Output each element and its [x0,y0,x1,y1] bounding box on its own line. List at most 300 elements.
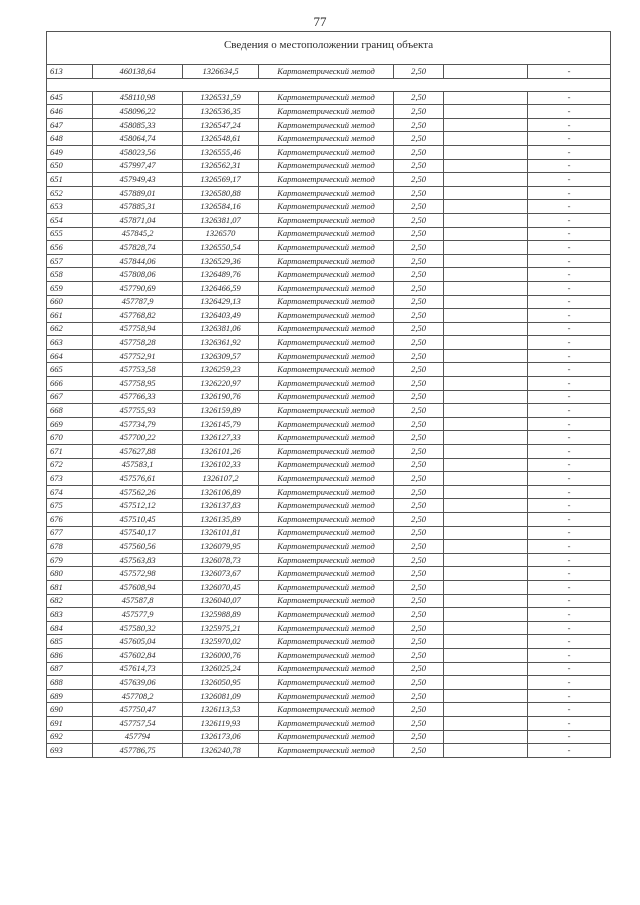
cell-note: - [528,730,611,744]
cell-accuracy: 2,50 [394,526,444,540]
cell-method: Картометрический метод [259,417,394,431]
cell-method: Картометрический метод [259,716,394,730]
cell-description [444,363,528,377]
cell-note: - [528,186,611,200]
cell-description [444,540,528,554]
cell-method: Картометрический метод [259,186,394,200]
cell-accuracy: 2,50 [394,499,444,513]
table-row [47,91,611,105]
cell-x: 457758,95 [93,377,183,391]
cell-x: 457734,79 [93,417,183,431]
table-row [47,458,611,472]
cell-y: 1326381,07 [183,213,259,227]
cell-y: 1326159,89 [183,404,259,418]
table-row [47,594,611,608]
cell-description [444,472,528,486]
cell-accuracy: 2,50 [394,580,444,594]
cell-description [444,485,528,499]
table-row [47,676,611,690]
cell-y: 1326634,5 [183,65,259,79]
cell-y: 1326548,61 [183,132,259,146]
cell-accuracy: 2,50 [394,295,444,309]
cell-point-number: 690 [47,703,93,717]
cell-accuracy: 2,50 [394,145,444,159]
cell-method: Картометрический метод [259,513,394,527]
cell-y: 1326259,23 [183,363,259,377]
table-title: Сведения о местоположении границ объекта [47,32,611,65]
cell-description [444,91,528,105]
cell-y: 1326173,06 [183,730,259,744]
cell-y: 1326584,16 [183,200,259,214]
cell-x: 457583,1 [93,458,183,472]
cell-x: 457700,22 [93,431,183,445]
cell-point-number: 654 [47,213,93,227]
cell-y: 1326135,89 [183,513,259,527]
cell-accuracy: 2,50 [394,553,444,567]
table-title-row [47,32,611,65]
cell-y: 1326580,88 [183,186,259,200]
cell-point-number: 653 [47,200,93,214]
cell-note: - [528,703,611,717]
cell-description [444,145,528,159]
cell-accuracy: 2,50 [394,322,444,336]
cell-method: Картометрический метод [259,567,394,581]
cell-description [444,349,528,363]
table-gap-row [47,78,611,91]
cell-x: 458023,56 [93,145,183,159]
cell-accuracy: 2,50 [394,417,444,431]
cell-accuracy: 2,50 [394,635,444,649]
cell-note: - [528,322,611,336]
cell-point-number: 656 [47,241,93,255]
cell-x: 457757,54 [93,716,183,730]
cell-description [444,281,528,295]
cell-method: Картометрический метод [259,241,394,255]
table-row [47,703,611,717]
cell-y: 1326102,33 [183,458,259,472]
cell-note: - [528,689,611,703]
cell-note: - [528,458,611,472]
cell-accuracy: 2,50 [394,621,444,635]
cell-method: Картометрический метод [259,744,394,758]
cell-y: 1326531,59 [183,91,259,105]
cell-y: 1326040,07 [183,594,259,608]
table-row [47,268,611,282]
cell-x: 457755,93 [93,404,183,418]
cell-note: - [528,390,611,404]
cell-note: - [528,594,611,608]
cell-description [444,499,528,513]
cell-description [444,608,528,622]
table-row [47,662,611,676]
cell-description [444,105,528,119]
cell-description [444,594,528,608]
cell-description [444,200,528,214]
cell-point-number: 655 [47,227,93,241]
cell-note: - [528,241,611,255]
cell-y: 1326562,31 [183,159,259,173]
table-row [47,513,611,527]
table-row [47,608,611,622]
cell-point-number: 666 [47,377,93,391]
cell-note: - [528,254,611,268]
cell-x: 457576,61 [93,472,183,486]
cell-y: 1326070,45 [183,580,259,594]
cell-y: 1326529,36 [183,254,259,268]
cell-method: Картометрический метод [259,662,394,676]
cell-method: Картометрический метод [259,594,394,608]
cell-note: - [528,417,611,431]
cell-method: Картометрический метод [259,91,394,105]
cell-x: 457512,12 [93,499,183,513]
cell-point-number: 679 [47,553,93,567]
cell-accuracy: 2,50 [394,404,444,418]
cell-y: 1326119,93 [183,716,259,730]
cell-y: 1326429,13 [183,295,259,309]
cell-method: Картометрический метод [259,322,394,336]
cell-point-number: 647 [47,118,93,132]
table-row [47,200,611,214]
cell-method: Картометрический метод [259,173,394,187]
cell-note: - [528,91,611,105]
cell-description [444,526,528,540]
cell-method: Картометрический метод [259,281,394,295]
cell-point-number: 670 [47,431,93,445]
cell-y: 1326489,76 [183,268,259,282]
cell-y: 1326137,83 [183,499,259,513]
cell-accuracy: 2,50 [394,744,444,758]
table-row [47,65,611,79]
cell-accuracy: 2,50 [394,118,444,132]
cell-point-number: 689 [47,689,93,703]
table-row [47,540,611,554]
cell-description [444,268,528,282]
cell-y: 1326101,81 [183,526,259,540]
cell-method: Картометрический метод [259,404,394,418]
cell-y: 1326555,46 [183,145,259,159]
cell-description [444,689,528,703]
cell-point-number: 687 [47,662,93,676]
cell-x: 457572,98 [93,567,183,581]
cell-accuracy: 2,50 [394,431,444,445]
cell-y: 1326127,33 [183,431,259,445]
table-row [47,132,611,146]
cell-x: 458110,98 [93,91,183,105]
cell-note: - [528,676,611,690]
cell-method: Картометрический метод [259,118,394,132]
cell-point-number: 685 [47,635,93,649]
cell-description [444,676,528,690]
table-row [47,404,611,418]
page-number: 77 [313,14,327,29]
cell-x: 458064,74 [93,132,183,146]
cell-method: Картометрический метод [259,472,394,486]
cell-note: - [528,526,611,540]
cell-method: Картометрический метод [259,336,394,350]
cell-y: 1326220,97 [183,377,259,391]
cell-point-number: 686 [47,648,93,662]
cell-note: - [528,485,611,499]
cell-note: - [528,105,611,119]
table-row [47,417,611,431]
cell-y: 1326569,17 [183,173,259,187]
cell-point-number: 677 [47,526,93,540]
cell-point-number: 661 [47,309,93,323]
cell-description [444,295,528,309]
cell-y: 1326025,24 [183,662,259,676]
cell-method: Картометрический метод [259,227,394,241]
cell-point-number: 676 [47,513,93,527]
cell-point-number: 682 [47,594,93,608]
cell-accuracy: 2,50 [394,159,444,173]
cell-description [444,132,528,146]
cell-description [444,186,528,200]
cell-point-number: 691 [47,716,93,730]
table-row [47,648,611,662]
cell-note: - [528,404,611,418]
cell-note: - [528,200,611,214]
table-row [47,363,611,377]
cell-y: 1326550,54 [183,241,259,255]
cell-x: 457794 [93,730,183,744]
table-row [47,744,611,758]
cell-x: 457608,94 [93,580,183,594]
cell-accuracy: 2,50 [394,105,444,119]
cell-note: - [528,132,611,146]
table-row [47,213,611,227]
cell-point-number: 674 [47,485,93,499]
cell-y: 1326113,53 [183,703,259,717]
cell-x: 457708,2 [93,689,183,703]
table-row [47,309,611,323]
cell-description [444,65,528,79]
cell-accuracy: 2,50 [394,377,444,391]
cell-note: - [528,295,611,309]
cell-note: - [528,145,611,159]
cell-x: 457587,8 [93,594,183,608]
cell-point-number: 668 [47,404,93,418]
cell-accuracy: 2,50 [394,241,444,255]
cell-note: - [528,268,611,282]
table-row [47,241,611,255]
table-row [47,485,611,499]
cell-y: 1326079,95 [183,540,259,554]
cell-y: 1326403,49 [183,309,259,323]
table-row [47,621,611,635]
cell-accuracy: 2,50 [394,281,444,295]
cell-x: 457605,04 [93,635,183,649]
cell-note: - [528,716,611,730]
cell-description [444,567,528,581]
cell-accuracy: 2,50 [394,716,444,730]
cell-description [444,621,528,635]
cell-y: 1326081,09 [183,689,259,703]
cell-point-number: 664 [47,349,93,363]
cell-method: Картометрический метод [259,377,394,391]
cell-point-number: 646 [47,105,93,119]
cell-method: Картометрический метод [259,553,394,567]
cell-x: 460138,64 [93,65,183,79]
cell-point-number: 663 [47,336,93,350]
cell-description [444,648,528,662]
cell-method: Картометрический метод [259,349,394,363]
cell-note: - [528,662,611,676]
table-row [47,336,611,350]
cell-method: Картометрический метод [259,390,394,404]
cell-x: 457790,69 [93,281,183,295]
cell-accuracy: 2,50 [394,268,444,282]
table-row [47,145,611,159]
cell-x: 457808,06 [93,268,183,282]
cell-note: - [528,445,611,459]
cell-note: - [528,431,611,445]
cell-accuracy: 2,50 [394,594,444,608]
cell-y: 1326101,26 [183,445,259,459]
cell-point-number: 648 [47,132,93,146]
cell-description [444,173,528,187]
cell-x: 457871,04 [93,213,183,227]
cell-method: Картометрический метод [259,676,394,690]
cell-method: Картометрический метод [259,200,394,214]
cell-y: 1326536,35 [183,105,259,119]
table-row [47,254,611,268]
cell-x: 458085,33 [93,118,183,132]
cell-point-number: 658 [47,268,93,282]
cell-y: 1326000,76 [183,648,259,662]
cell-accuracy: 2,50 [394,65,444,79]
cell-note: - [528,281,611,295]
cell-y: 1326106,89 [183,485,259,499]
cell-x: 457562,26 [93,485,183,499]
cell-method: Картометрический метод [259,540,394,554]
cell-x: 457787,9 [93,295,183,309]
table-row [47,281,611,295]
cell-method: Картометрический метод [259,499,394,513]
cell-point-number: 681 [47,580,93,594]
cell-point-number: 678 [47,540,93,554]
cell-method: Картометрический метод [259,648,394,662]
cell-accuracy: 2,50 [394,445,444,459]
cell-description [444,336,528,350]
cell-x: 457889,01 [93,186,183,200]
cell-x: 457758,28 [93,336,183,350]
cell-accuracy: 2,50 [394,349,444,363]
cell-accuracy: 2,50 [394,173,444,187]
cell-point-number: 669 [47,417,93,431]
cell-x: 457885,31 [93,200,183,214]
cell-method: Картометрический метод [259,65,394,79]
cell-point-number: 672 [47,458,93,472]
cell-note: - [528,621,611,635]
cell-accuracy: 2,50 [394,567,444,581]
cell-point-number: 662 [47,322,93,336]
cell-note: - [528,648,611,662]
cell-note: - [528,336,611,350]
cell-method: Картометрический метод [259,213,394,227]
cell-point-number: 667 [47,390,93,404]
cell-note: - [528,499,611,513]
cell-method: Картометрический метод [259,132,394,146]
cell-x: 457949,43 [93,173,183,187]
cell-x: 457753,58 [93,363,183,377]
cell-y: 1326361,92 [183,336,259,350]
cell-y: 1326547,24 [183,118,259,132]
cell-description [444,703,528,717]
table-body [47,32,611,758]
cell-note: - [528,159,611,173]
cell-note: - [528,65,611,79]
cell-x: 457828,74 [93,241,183,255]
cell-method: Картометрический метод [259,363,394,377]
cell-x: 457627,88 [93,445,183,459]
cell-description [444,580,528,594]
cell-method: Картометрический метод [259,268,394,282]
cell-method: Картометрический метод [259,635,394,649]
cell-y: 1326570 [183,227,259,241]
cell-accuracy: 2,50 [394,91,444,105]
cell-description [444,662,528,676]
cell-accuracy: 2,50 [394,186,444,200]
cell-x: 457614,73 [93,662,183,676]
cell-x: 457602,84 [93,648,183,662]
cell-note: - [528,540,611,554]
cell-point-number: 693 [47,744,93,758]
cell-point-number: 688 [47,676,93,690]
cell-point-number: 675 [47,499,93,513]
cell-accuracy: 2,50 [394,689,444,703]
cell-method: Картометрический метод [259,458,394,472]
cell-note: - [528,580,611,594]
cell-description [444,553,528,567]
table-row [47,431,611,445]
gap-cell [47,78,611,91]
cell-method: Картометрический метод [259,608,394,622]
table-row [47,716,611,730]
cell-accuracy: 2,50 [394,200,444,214]
cell-description [444,730,528,744]
cell-accuracy: 2,50 [394,730,444,744]
cell-accuracy: 2,50 [394,132,444,146]
table-row [47,105,611,119]
table-row [47,377,611,391]
cell-description [444,445,528,459]
cell-y: 1326381,06 [183,322,259,336]
cell-note: - [528,635,611,649]
cell-method: Картометрический метод [259,621,394,635]
cell-description [444,118,528,132]
cell-note: - [528,377,611,391]
cell-description [444,635,528,649]
cell-x: 457577,9 [93,608,183,622]
cell-method: Картометрический метод [259,295,394,309]
table-row [47,173,611,187]
cell-x: 457540,17 [93,526,183,540]
cell-description [444,377,528,391]
cell-method: Картометрический метод [259,526,394,540]
cell-method: Картометрический метод [259,485,394,499]
cell-note: - [528,513,611,527]
cell-description [444,716,528,730]
cell-point-number: 673 [47,472,93,486]
cell-accuracy: 2,50 [394,540,444,554]
cell-note: - [528,363,611,377]
cell-point-number: 680 [47,567,93,581]
cell-accuracy: 2,50 [394,458,444,472]
cell-description [444,159,528,173]
cell-method: Картометрический метод [259,580,394,594]
cell-note: - [528,173,611,187]
cell-description [444,390,528,404]
